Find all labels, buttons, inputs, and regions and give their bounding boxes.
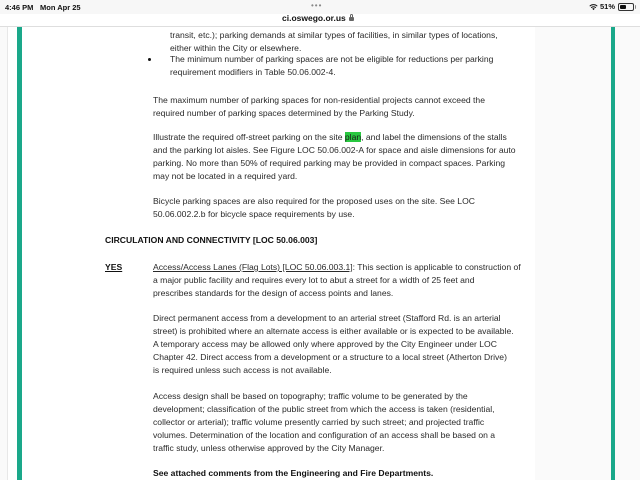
para-bicycle-line-2: 50.06.002.2.b for bicycle space requirements by use. (153, 209, 355, 219)
bullet-item-line-2: requirement modifiers in Table 50.06.002-4. (170, 67, 336, 77)
bullet-continuation-line-2: either within the City or elsewhere. (170, 43, 302, 53)
text-segment: , and label the dimensions of the stalls (361, 132, 507, 142)
section-heading: CIRCULATION AND CONNECTIVITY [LOC 50.06.003] (105, 235, 318, 245)
tab-menu-dots[interactable]: ••• (311, 1, 323, 10)
para-design-line-1: Access design shall be based on topography; traffic volume to be generated by the (153, 391, 468, 401)
closing-note: See attached comments from the Engineering and Fire Departments. (153, 468, 434, 478)
status-time: 4:46 PM (5, 3, 34, 12)
access-line-2: a major public facility and requires every lot to abut a street for a width of 25 feet and (153, 275, 475, 285)
para-design-line-3: collector or arterial); traffic volume presently carried by such street; and projected traffic (153, 417, 485, 427)
para-max-line-1: The maximum number of parking spaces for non-residential projects cannot exceed the (153, 95, 485, 105)
para-illustrate-line-2: and the parking lot aisles. See Figure LOC 50.06.002-A for space and aisle dimensions for auto (153, 145, 516, 155)
search-highlight: plan (344, 132, 362, 142)
para-max-line-2: required number of parking spaces determined by the Parking Study. (153, 108, 415, 118)
para-design-line-4: volumes. Determination of the location and configuration of an access shall be based on a (153, 430, 496, 440)
bullet-item-line-1: The minimum number of parking spaces are not be eligible for reductions per parking (170, 54, 494, 64)
para-direct-line-4: Chapter 42. Direct access from a development or a structure to a local street (Atherton Drive) (153, 352, 507, 362)
status-date: Mon Apr 25 (40, 3, 81, 12)
para-illustrate-line-3: parking. No more than 50% of required parking may be provided in compact spaces. Parking (153, 158, 506, 168)
para-illustrate-line-4: may not be located in a required yard. (153, 171, 298, 181)
text-segment: Illustrate the required off-street parking on the site (153, 132, 345, 142)
para-direct-line-1: Direct permanent access from a development to an arterial street (Stafford Rd. is an arterial (153, 313, 501, 323)
para-design-line-2: development; classification of the public street from which the access is taken (residential, (153, 404, 495, 414)
para-bicycle-line-1: Bicycle parking spaces are also required for the proposed uses on the site. See LOC (153, 196, 475, 206)
para-direct-line-2: street) is prohibited where an alternate access is either available or is expected to be available. (153, 326, 514, 336)
access-status: YES (105, 262, 123, 272)
access-line-3: prescribes standards for the design of access points and lanes. (153, 288, 394, 298)
url-text[interactable]: ci.oswego.or.us (282, 13, 346, 23)
text-segment: : This section is applicable to construction of (352, 262, 521, 272)
para-design-line-5: traffic study, unless otherwise approved by the City Manager. (153, 443, 385, 453)
para-illustrate-line-1 (153, 131, 507, 144)
battery-percent: 51% (599, 2, 615, 11)
para-direct-line-3: A temporary access may be allowed only where approved by the City Engineer under LOC (153, 339, 497, 349)
bullet-continuation-line-1: transit, etc.); parking demands at similar types of facilities, in similar types of locations, (170, 30, 498, 40)
bullet-icon (148, 58, 151, 61)
access-line-1 (153, 261, 521, 274)
para-direct-line-5: is required unless such access is not available. (153, 365, 332, 375)
access-title: Access/Access Lanes (Flag Lots) [LOC 50.06.003.1] (153, 262, 353, 272)
